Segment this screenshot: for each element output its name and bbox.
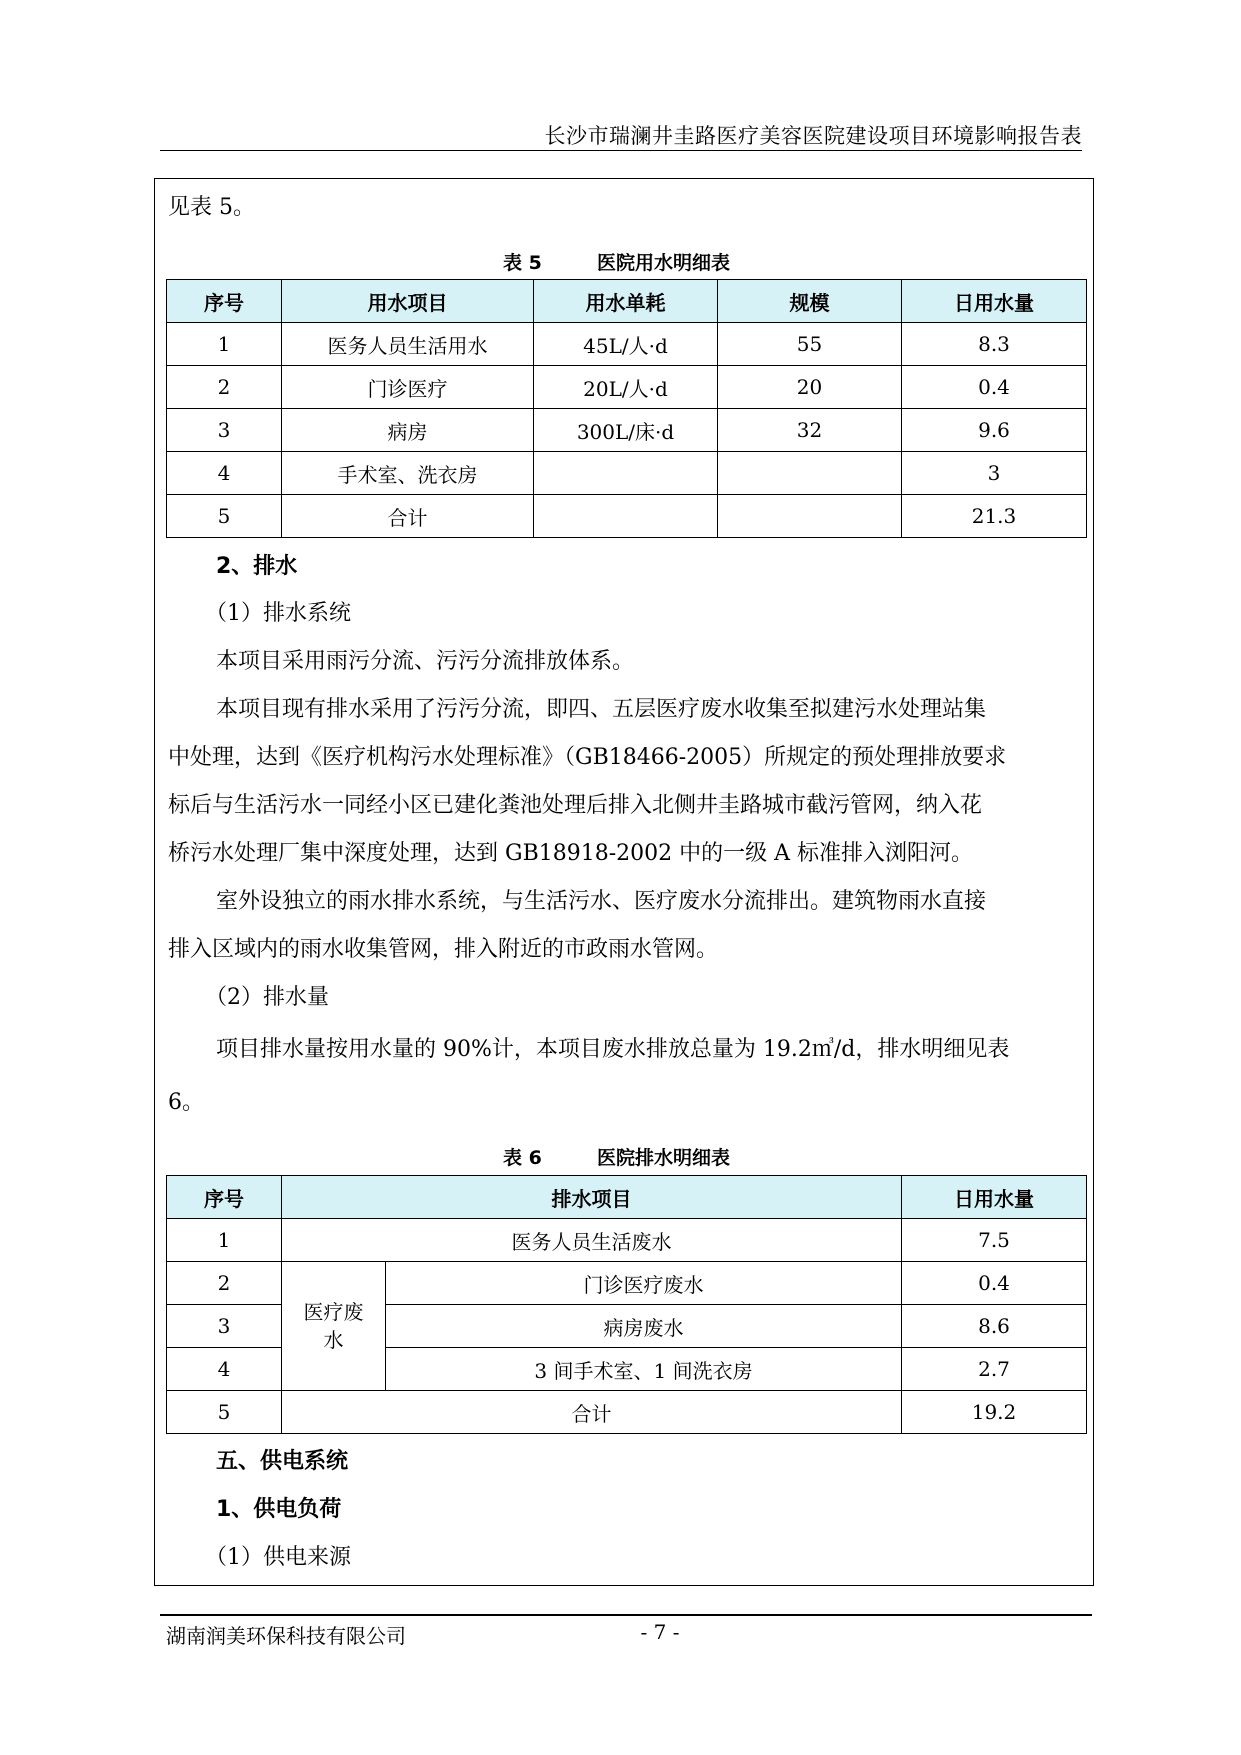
cell: 5 xyxy=(167,1391,282,1434)
cell: 2.7 xyxy=(902,1348,1087,1391)
cell: 55 xyxy=(718,323,902,366)
paragraph-line: 标后与生活污水一同经小区已建化粪池处理后排入北侧井圭路城市截污管网，纳入花 xyxy=(168,793,983,818)
cell: 300L/床·d xyxy=(534,409,718,452)
page-header-title: 长沙市瑞澜井圭路医疗美容医院建设项目环境影响报告表 xyxy=(544,124,1082,148)
col-header-daily-water: 日用水量 xyxy=(902,280,1087,323)
cell: 21.3 xyxy=(902,495,1087,538)
cell: 20L/人·d xyxy=(534,366,718,409)
table6-caption-title: 医院排水明细表 xyxy=(597,1147,731,1169)
paragraph-line: 本项目现有排水采用了污污分流，即四、五层医疗废水收集至拟建污水处理站集 xyxy=(216,697,987,722)
cell: 9.6 xyxy=(902,409,1087,452)
table-row xyxy=(167,323,1087,366)
paragraph-line: 室外设独立的雨水排水系统，与生活污水、医疗废水分流排出。建筑物雨水直接 xyxy=(216,889,987,914)
cell: 4 xyxy=(167,1348,282,1391)
cell: 3 xyxy=(902,452,1087,495)
cell: 医务人员生活用水 xyxy=(282,323,534,366)
drainage-table xyxy=(166,1175,1087,1434)
group-label-medical-wastewater: 医疗废水 xyxy=(282,1262,386,1391)
cell: 3 xyxy=(167,409,282,452)
col-header-daily-water: 日用水量 xyxy=(902,1176,1087,1219)
cell: 32 xyxy=(718,409,902,452)
table-row-total xyxy=(167,495,1087,538)
cell: 19.2 xyxy=(902,1391,1087,1434)
cell: 0.4 xyxy=(902,366,1087,409)
cell xyxy=(534,495,718,538)
cell: 4 xyxy=(167,452,282,495)
col-header-unit-use: 用水单耗 xyxy=(534,280,718,323)
table-header-row xyxy=(167,1176,1087,1219)
cell: 0.4 xyxy=(902,1262,1087,1305)
header-rule xyxy=(160,150,1082,151)
cell xyxy=(718,452,902,495)
table6-caption-number: 表 6 xyxy=(503,1147,542,1169)
section-heading-drainage: 2、排水 xyxy=(216,554,298,579)
paragraph-line: 6。 xyxy=(168,1090,204,1115)
table-row xyxy=(167,1262,1087,1305)
subheading-drainage-volume: （2）排水量 xyxy=(205,985,329,1010)
cell: 2 xyxy=(167,1262,282,1305)
footer-rule xyxy=(160,1614,1092,1616)
table-row xyxy=(167,452,1087,495)
cell: 医务人员生活废水 xyxy=(282,1219,902,1262)
cell: 病房 xyxy=(282,409,534,452)
cell xyxy=(534,452,718,495)
cell: 3 xyxy=(167,1305,282,1348)
cell: 20 xyxy=(718,366,902,409)
cell: 合计 xyxy=(282,1391,902,1434)
cell: 8.3 xyxy=(902,323,1087,366)
paragraph-line: 中处理，达到《医疗机构污水处理标准》（GB18466-2005）所规定的预处理排放要求 xyxy=(168,745,1007,770)
cell: 8.6 xyxy=(902,1305,1087,1348)
cell: 5 xyxy=(167,495,282,538)
cell: 45L/人·d xyxy=(534,323,718,366)
col-header-index: 序号 xyxy=(167,280,282,323)
table5-caption-number: 表 5 xyxy=(503,252,542,274)
section-heading-power-supply: 五、供电系统 xyxy=(216,1449,349,1474)
table-row xyxy=(167,409,1087,452)
table-header-row xyxy=(167,280,1087,323)
cell xyxy=(718,495,902,538)
cell: 病房废水 xyxy=(386,1305,902,1348)
cell: 合计 xyxy=(282,495,534,538)
cell: 3 间手术室、1 间洗衣房 xyxy=(386,1348,902,1391)
footer-company: 湖南润美环保科技有限公司 xyxy=(166,1624,406,1648)
paragraph-line: 排入区域内的雨水收集管网，排入附近的市政雨水管网。 xyxy=(168,937,719,962)
cell: 2 xyxy=(167,366,282,409)
cell: 7.5 xyxy=(902,1219,1087,1262)
cell: 1 xyxy=(167,1219,282,1262)
cell: 门诊医疗废水 xyxy=(386,1262,902,1305)
col-header-index: 序号 xyxy=(167,1176,282,1219)
subheading-drainage-system: （1）排水系统 xyxy=(205,601,351,626)
cell: 门诊医疗 xyxy=(282,366,534,409)
col-header-drain-item: 排水项目 xyxy=(282,1176,902,1219)
page-number: - 7 - xyxy=(640,1620,680,1644)
subheading-power-source: （1）供电来源 xyxy=(205,1545,351,1570)
table5-caption-title: 医院用水明细表 xyxy=(597,252,731,274)
subheading-power-load: 1、供电负荷 xyxy=(216,1497,342,1522)
paragraph-line: 项目排水量按用水量的 90%计，本项目废水排放总量为 19.2㎥/d，排水明细见表 xyxy=(216,1037,1010,1062)
table-row xyxy=(167,1219,1087,1262)
paragraph: 本项目采用雨污分流、污污分流排放体系。 xyxy=(216,649,635,674)
intro-line: 见表 5。 xyxy=(168,195,255,220)
paragraph-line: 桥污水处理厂集中深度处理，达到 GB18918-2002 中的一级 A 标准排入浏阳河。 xyxy=(168,841,974,866)
cell: 1 xyxy=(167,323,282,366)
water-use-table xyxy=(166,279,1087,538)
table-row-total xyxy=(167,1391,1087,1434)
cell: 手术室、洗衣房 xyxy=(282,452,534,495)
col-header-item: 用水项目 xyxy=(282,280,534,323)
table-row xyxy=(167,366,1087,409)
col-header-scale: 规模 xyxy=(718,280,902,323)
